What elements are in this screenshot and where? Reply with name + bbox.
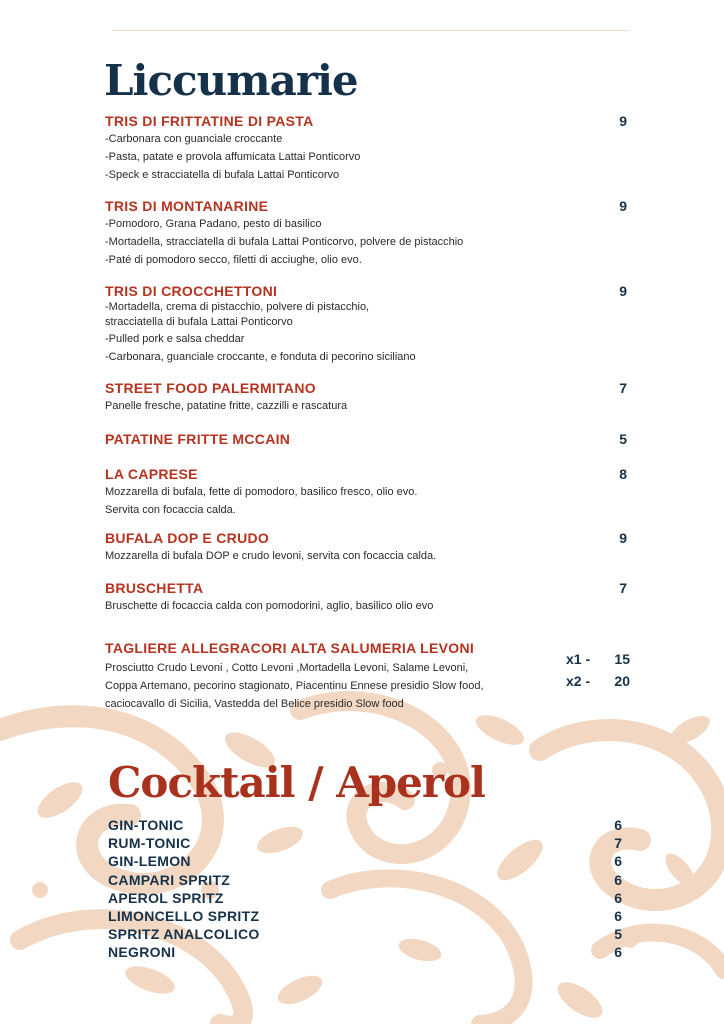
section-title-liccumarie: Liccumarie (104, 56, 358, 105)
cocktail-name: NEGRONI (108, 944, 176, 961)
item-name: STREET FOOD PALERMITANO (105, 380, 316, 396)
tagliere-price-options (566, 648, 630, 692)
menu-item (105, 282, 625, 366)
item-description-line: stracciatella di bufala Lattai Ponticorvo (105, 316, 293, 328)
cocktail-list (108, 816, 622, 962)
item-description-line: Servita con focaccia calda. (105, 504, 236, 516)
item-description-line: -Pulled pork e salsa cheddar (105, 333, 245, 345)
item-price: 9 (619, 530, 627, 546)
cocktail-name: APEROL SPRITZ (108, 889, 224, 906)
cocktail-row (108, 925, 622, 943)
item-description-line: -Mortadella, stracciatella di bufala Lattai Ponticorvo, polvere de pistacchio (105, 236, 464, 248)
cocktail-row (108, 852, 622, 870)
cocktail-price: 5 (614, 926, 622, 943)
item-description-line: Bruschette di focaccia calda con pomodorini, aglio, basilico olio evo (105, 600, 434, 612)
item-name: TRIS DI FRITTATINE DI PASTA (105, 113, 314, 129)
item-name: LA CAPRESE (105, 466, 198, 482)
menu-item (105, 529, 625, 565)
item-name: BUFALA DOP E CRUDO (105, 530, 270, 546)
item-description-line: Panelle fresche, patatine fritte, cazzilli e rascatura (105, 400, 348, 412)
price-option-row (566, 648, 630, 670)
item-name: TRIS DI CROCCHETTONI (105, 283, 278, 299)
menu-item-tagliere (105, 639, 625, 713)
cocktail-name: GIN-LEMON (108, 853, 191, 870)
cocktail-price: 6 (614, 944, 622, 961)
item-name: BRUSCHETTA (105, 580, 204, 596)
item-price: 9 (619, 198, 627, 214)
cocktail-price: 6 (614, 817, 622, 833)
item-description-line: -Carbonara, guanciale croccante, e fonduta di pecorino siciliano (105, 351, 416, 363)
item-description-line: caciocavallo di Sicilia, Vastedda del Belice presidio Slow food (105, 698, 404, 710)
item-description-line: Mozzarella di bufala DOP e crudo levoni, servita con focaccia calda. (105, 550, 437, 562)
menu-item (105, 379, 625, 415)
menu-item (105, 465, 625, 519)
menu-item (105, 112, 625, 184)
menu-item (105, 579, 625, 615)
cocktail-row (108, 889, 622, 907)
menu-item (105, 430, 625, 448)
cocktail-price: 6 (614, 871, 622, 888)
cocktail-name: CAMPARI SPRITZ (108, 871, 231, 888)
price-option-value: 20 (614, 673, 630, 689)
top-divider (112, 30, 630, 31)
item-price: 9 (619, 113, 627, 129)
cocktail-row (108, 816, 622, 834)
item-name: TAGLIERE ALLEGRACORI ALTA SALUMERIA LEVONI (105, 640, 475, 656)
item-price: 7 (619, 380, 627, 396)
price-option-row (566, 670, 630, 692)
item-price: 8 (619, 466, 627, 482)
price-option-quantity: x2 - (566, 673, 591, 689)
item-description-line: Prosciutto Crudo Levoni , Cotto Levoni ,Mortadella Levoni, Salame Levoni, (105, 662, 469, 674)
item-description-line: Coppa Artemano, pecorino stagionato, Piacentinu Ennese presidio Slow food, (105, 680, 484, 692)
item-description-line: -Pasta, patate e provola affumicata Lattai Ponticorvo (105, 151, 361, 163)
item-description-line: -Speck e stracciatella di bufala Lattai Ponticorvo (105, 169, 340, 181)
item-description-line: Mozzarella di bufala, fette di pomodoro, basilico fresco, olio evo. (105, 486, 418, 498)
item-description-line: -Paté di pomodoro secco, filetti di acciughe, olio evo. (105, 254, 362, 266)
cocktail-name: LIMONCELLO SPRITZ (108, 907, 260, 924)
cocktail-name: GIN-TONIC (108, 817, 184, 833)
item-price: 7 (619, 580, 627, 596)
item-description-line: -Pomodoro, Grana Padano, pesto di basilico (105, 218, 322, 230)
item-description-line: -Carbonara con guanciale croccante (105, 133, 283, 145)
cocktail-price: 6 (614, 889, 622, 906)
item-name: PATATINE FRITTE MCCAIN (105, 431, 291, 447)
cocktail-price: 6 (614, 853, 622, 870)
cocktail-row (108, 943, 622, 961)
price-option-quantity: x1 - (566, 651, 591, 667)
cocktail-row (108, 834, 622, 852)
cocktail-price: 7 (614, 835, 622, 852)
item-name: TRIS DI MONTANARINE (105, 198, 269, 214)
item-price: 9 (619, 283, 627, 299)
menu-item (105, 197, 625, 269)
cocktail-name: RUM-TONIC (108, 835, 191, 852)
price-option-value: 15 (614, 651, 630, 667)
item-price: 5 (619, 431, 627, 447)
section-title-cocktail: Cocktail / Aperol (108, 758, 485, 807)
cocktail-price: 6 (614, 907, 622, 924)
cocktail-row (108, 871, 622, 889)
item-description-line: -Mortadella, crema di pistacchio, polvere di pistacchio, (105, 301, 370, 313)
cocktail-row (108, 907, 622, 925)
cocktail-name: SPRITZ ANALCOLICO (108, 926, 260, 943)
